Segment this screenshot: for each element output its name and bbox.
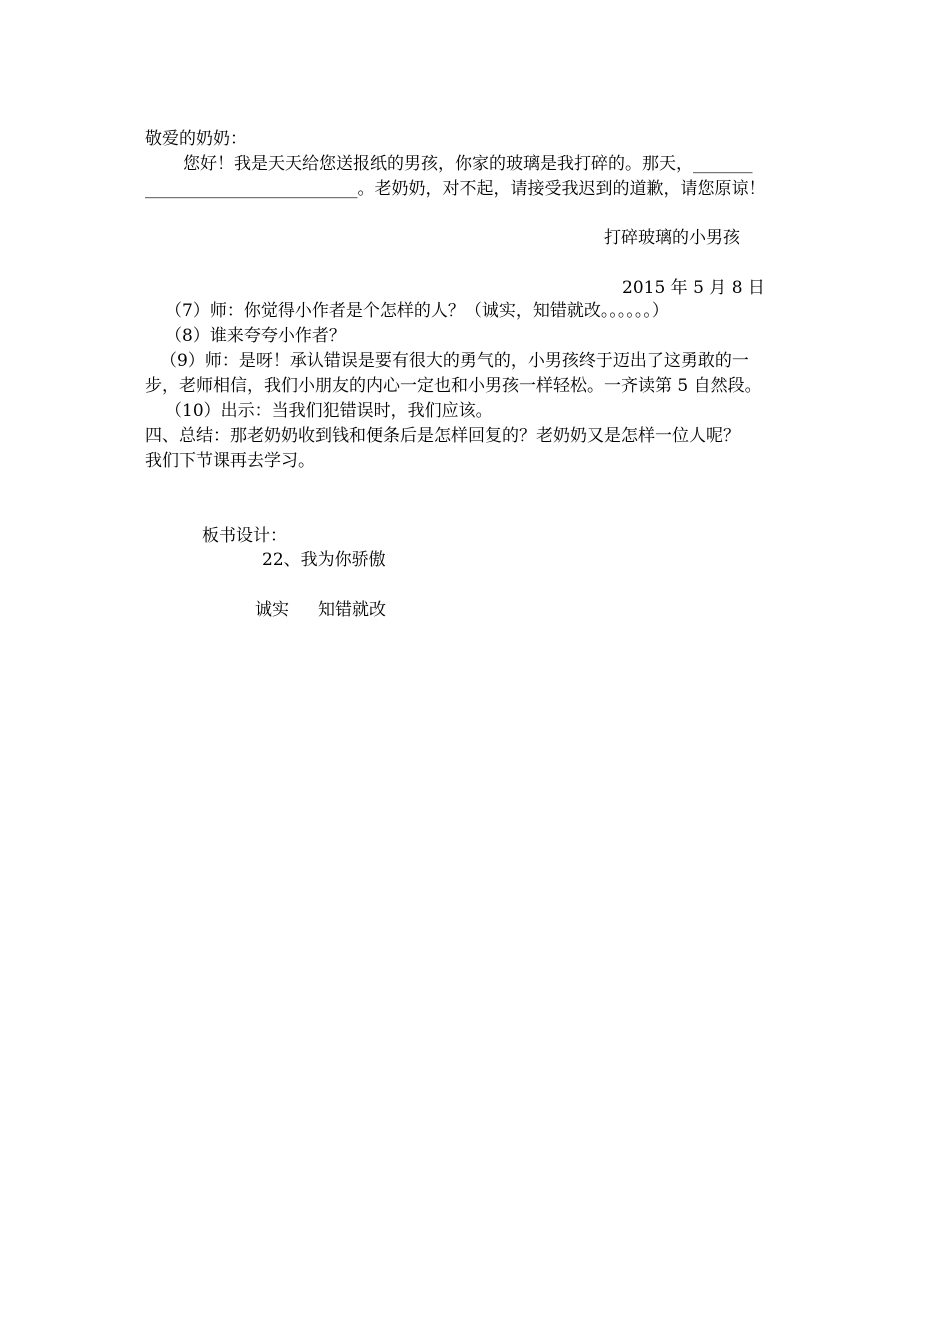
summary-line-1: 四、总结：那老奶奶收到钱和便条后是怎样回复的？老奶奶又是怎样一位人呢？: [145, 426, 740, 446]
board-design-heading: 板书设计：: [202, 526, 287, 546]
letter-body-line-2: _________________________。老奶奶，对不起，请接受我迟到的道歉，请您原谅！: [145, 179, 766, 199]
board-keyword-honest: 诚实: [255, 600, 289, 620]
letter-body-line-1: 您好！我是天天给您送报纸的男孩，你家的玻璃是我打碎的。那天，_______: [183, 154, 753, 174]
lesson-step-9-line-2: 步，老师相信，我们小朋友的内心一定也和小男孩一样轻松。一齐读第 5 自然段。: [145, 376, 762, 396]
lesson-step-7: （7）师：你觉得小作者是个怎样的人？（诚实，知错就改。。。。。。）: [165, 301, 669, 321]
board-lesson-title: 22、我为你骄傲: [262, 550, 386, 570]
lesson-step-8: （8）谁来夸夸小作者？: [165, 326, 346, 346]
summary-line-2: 我们下节课再去学习。: [145, 451, 315, 471]
letter-greeting: 敬爱的奶奶：: [145, 129, 247, 149]
letter-signature: 打碎玻璃的小男孩: [604, 228, 740, 248]
lesson-step-9-line-1: （9）师：是呀！承认错误是要有很大的勇气的，小男孩终于迈出了这勇敢的一: [160, 351, 749, 371]
board-keyword-correct-mistakes: 知错就改: [318, 600, 386, 620]
letter-date: 2015 年 5 月 8 日: [622, 278, 765, 298]
lesson-step-10: （10）出示：当我们犯错误时，我们应该。: [165, 401, 493, 421]
